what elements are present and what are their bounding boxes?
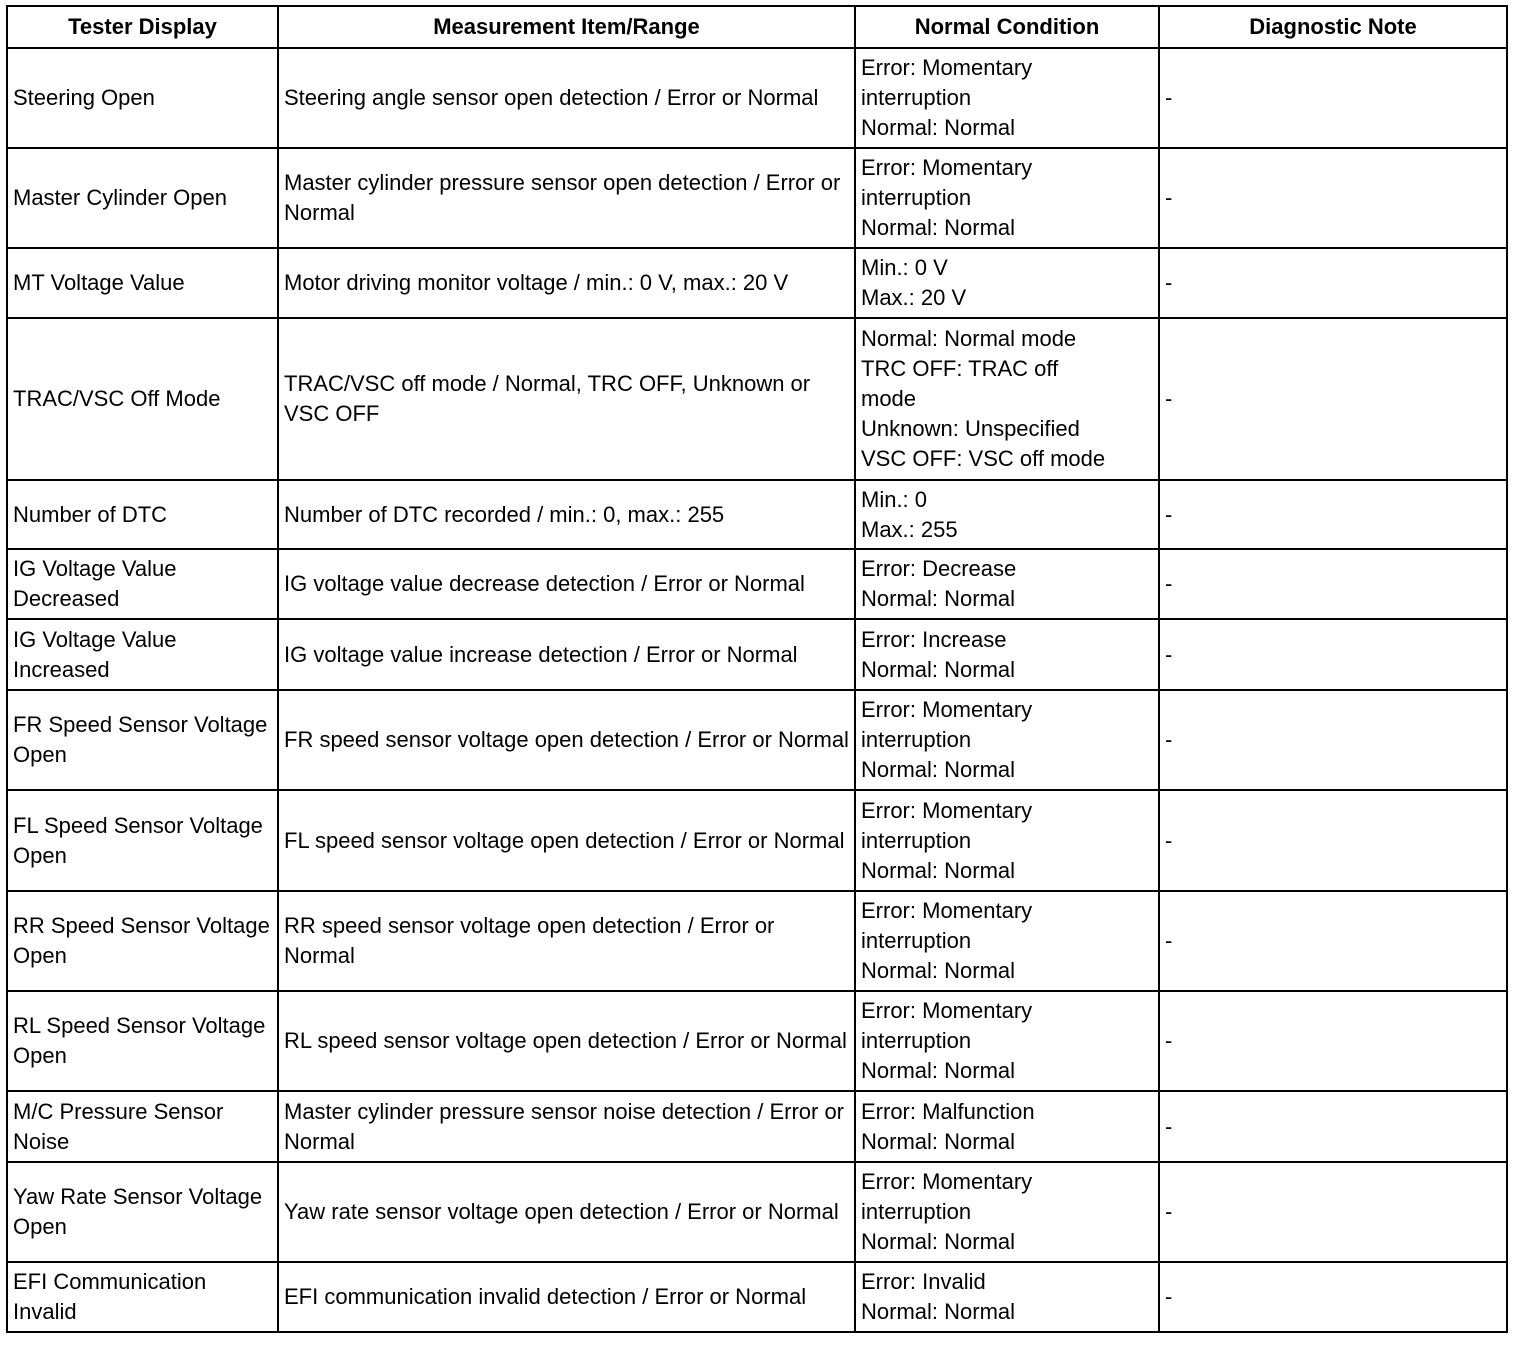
- measurement-item-cell: IG voltage value increase detection / Error or Normal: [278, 619, 855, 690]
- normal-condition-cell: Error: Momentary interruption Normal: Normal: [855, 1162, 1159, 1262]
- header-tester-display: Tester Display: [7, 6, 278, 48]
- measurement-item-cell: FL speed sensor voltage open detection / Error or Normal: [278, 790, 855, 891]
- header-measurement-item: Measurement Item/Range: [278, 6, 855, 48]
- diagnostic-note-cell: -: [1159, 1091, 1507, 1162]
- diagnostic-note-cell: -: [1159, 891, 1507, 991]
- diagnostic-note-cell: -: [1159, 690, 1507, 790]
- measurement-item-cell: Steering angle sensor open detection / Error or Normal: [278, 48, 855, 148]
- tester-display-cell: FL Speed Sensor Voltage Open: [7, 790, 278, 891]
- table-row: [7, 480, 1507, 549]
- normal-condition-cell: Error: Invalid Normal: Normal: [855, 1262, 1159, 1332]
- header-normal-condition: Normal Condition: [855, 6, 1159, 48]
- measurement-item-cell: EFI communication invalid detection / Error or Normal: [278, 1262, 855, 1332]
- table-row: [7, 148, 1507, 248]
- table-row: [7, 619, 1507, 690]
- diagnostic-note-cell: -: [1159, 480, 1507, 549]
- normal-condition-cell: Min.: 0 V Max.: 20 V: [855, 248, 1159, 318]
- table-row: [7, 991, 1507, 1091]
- normal-condition-cell: Error: Momentary interruption Normal: Normal: [855, 48, 1159, 148]
- diagnostic-note-cell: -: [1159, 148, 1507, 248]
- measurement-item-cell: Yaw rate sensor voltage open detection / Error or Normal: [278, 1162, 855, 1262]
- tester-display-cell: EFI Communication Invalid: [7, 1262, 278, 1332]
- table-row: [7, 1162, 1507, 1262]
- diagnostic-note-cell: -: [1159, 1262, 1507, 1332]
- normal-condition-cell: Error: Momentary interruption Normal: Normal: [855, 790, 1159, 891]
- measurement-item-cell: Motor driving monitor voltage / min.: 0 V, max.: 20 V: [278, 248, 855, 318]
- tester-display-cell: RL Speed Sensor Voltage Open: [7, 991, 278, 1091]
- table-body: [7, 48, 1507, 1332]
- diagnostic-note-cell: -: [1159, 248, 1507, 318]
- tester-display-cell: Master Cylinder Open: [7, 148, 278, 248]
- tester-display-cell: Number of DTC: [7, 480, 278, 549]
- data-list-table: [6, 5, 1508, 1333]
- measurement-item-cell: RL speed sensor voltage open detection / Error or Normal: [278, 991, 855, 1091]
- table-row: [7, 248, 1507, 318]
- diagnostic-note-cell: -: [1159, 1162, 1507, 1262]
- measurement-item-cell: Number of DTC recorded / min.: 0, max.: 255: [278, 480, 855, 549]
- table-row: [7, 1262, 1507, 1332]
- header-row: [7, 6, 1507, 48]
- table-row: [7, 790, 1507, 891]
- tester-display-cell: RR Speed Sensor Voltage Open: [7, 891, 278, 991]
- header-diagnostic-note: Diagnostic Note: [1159, 6, 1507, 48]
- tester-display-cell: MT Voltage Value: [7, 248, 278, 318]
- diagnostic-note-cell: -: [1159, 991, 1507, 1091]
- normal-condition-cell: Error: Momentary interruption Normal: Normal: [855, 991, 1159, 1091]
- normal-condition-cell: Min.: 0 Max.: 255: [855, 480, 1159, 549]
- measurement-item-cell: Master cylinder pressure sensor open detection / Error or Normal: [278, 148, 855, 248]
- tester-display-cell: IG Voltage Value Increased: [7, 619, 278, 690]
- tester-display-cell: IG Voltage Value Decreased: [7, 549, 278, 619]
- table-row: [7, 318, 1507, 480]
- normal-condition-cell: Error: Momentary interruption Normal: Normal: [855, 891, 1159, 991]
- normal-condition-cell: Error: Momentary interruption Normal: Normal: [855, 148, 1159, 248]
- table-row: [7, 549, 1507, 619]
- table-row: [7, 891, 1507, 991]
- measurement-item-cell: IG voltage value decrease detection / Error or Normal: [278, 549, 855, 619]
- normal-condition-cell: Error: Malfunction Normal: Normal: [855, 1091, 1159, 1162]
- tester-display-cell: FR Speed Sensor Voltage Open: [7, 690, 278, 790]
- normal-condition-cell: Error: Decrease Normal: Normal: [855, 549, 1159, 619]
- tester-display-cell: M/C Pressure Sensor Noise: [7, 1091, 278, 1162]
- diagnostic-note-cell: -: [1159, 790, 1507, 891]
- table-row: [7, 1091, 1507, 1162]
- table-row: [7, 48, 1507, 148]
- normal-condition-cell: Normal: Normal mode TRC OFF: TRAC off mode Unknown: Unspecified VSC OFF: VSC off mode: [855, 318, 1159, 480]
- diagnostic-note-cell: -: [1159, 318, 1507, 480]
- measurement-item-cell: TRAC/VSC off mode / Normal, TRC OFF, Unknown or VSC OFF: [278, 318, 855, 480]
- normal-condition-cell: Error: Increase Normal: Normal: [855, 619, 1159, 690]
- tester-display-cell: Yaw Rate Sensor Voltage Open: [7, 1162, 278, 1262]
- diagnostic-note-cell: -: [1159, 619, 1507, 690]
- normal-condition-cell: Error: Momentary interruption Normal: Normal: [855, 690, 1159, 790]
- measurement-item-cell: FR speed sensor voltage open detection / Error or Normal: [278, 690, 855, 790]
- measurement-item-cell: Master cylinder pressure sensor noise detection / Error or Normal: [278, 1091, 855, 1162]
- diagnostic-note-cell: -: [1159, 48, 1507, 148]
- diagnostic-note-cell: -: [1159, 549, 1507, 619]
- table-row: [7, 690, 1507, 790]
- measurement-item-cell: RR speed sensor voltage open detection / Error or Normal: [278, 891, 855, 991]
- tester-display-cell: Steering Open: [7, 48, 278, 148]
- tester-display-cell: TRAC/VSC Off Mode: [7, 318, 278, 480]
